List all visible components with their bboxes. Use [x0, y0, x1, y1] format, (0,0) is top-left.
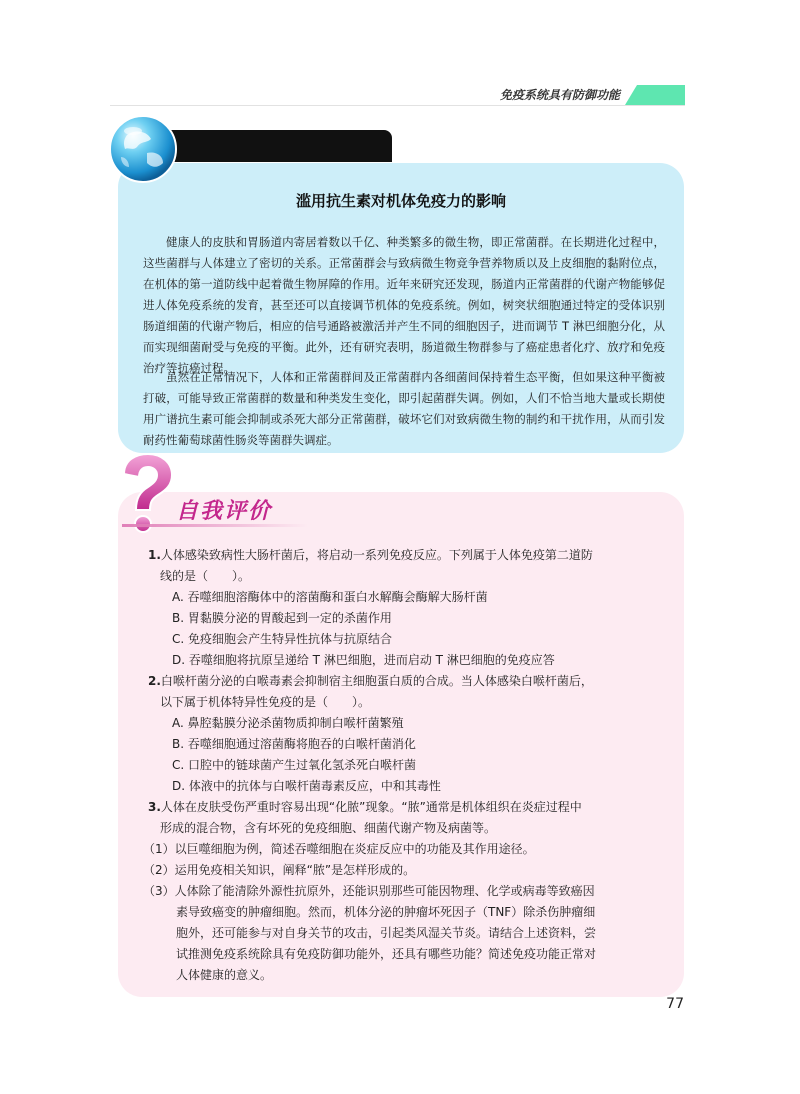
question-3-sub-3-line-5: 人体健康的意义。: [176, 968, 273, 982]
question-2-option-c: C. 口腔中的链球菌产生过氧化氢杀死白喉杆菌: [172, 758, 417, 772]
question-3-sub-3-line-3: 胞外，还可能参与对自身关节的攻击，引起类风湿关节炎。请结合上述资料，尝: [176, 926, 597, 940]
question-2-stem: 白喉杆菌分泌的白喉毒素会抑制宿主细胞蛋白质的合成。当人体感染白喉杆菌后，: [160, 674, 593, 688]
question-3-sub-3-line-2: 素导致癌变的肿瘤细胞。然而，机体分泌的肿瘤坏死因子（TNF）除杀伤肿瘤细: [176, 905, 596, 919]
question-2-option-a: A. 鼻腔黏膜分泌杀菌物质抑制白喉杆菌繁殖: [172, 716, 404, 730]
question-3-sub-2: （2）运用免疫相关知识，阐释“脓”是怎样形成的。: [143, 863, 416, 877]
reading-paragraph-2: 虽然在正常情况下，人体和正常菌群间及正常菌群内各细菌间保持着生态平衡，但如果这种平衡被打破，可能导致正常菌群的数量和种类发生变化，即引起菌群失调。例如，人们不恰当地大量或长期使用广谱抗生素可能会抑制或杀死大部分正常菌群，破坏它们对致病微生物的制约和干扰作用，从而引发耐药性葡萄球菌性肠炎等菌群失调症。: [143, 370, 665, 447]
question-1-option-c: C. 免疫细胞会产生特异性抗体与抗原结合: [172, 632, 393, 646]
question-1-option-d: D. 吞噬细胞将抗原呈递给 T 淋巴细胞，进而启动 T 淋巴细胞的免疫应答: [172, 653, 555, 667]
self-eval-title: 自我评价: [176, 499, 273, 524]
question-3-stem: 人体在皮肤受伤严重时容易出现“化脓”现象。“脓”通常是机体组织在炎症过程中: [160, 800, 582, 814]
question-2-option-b: B. 吞噬细胞通过溶菌酶将胞吞的白喉杆菌消化: [172, 737, 416, 751]
question-1-stem: 人体感染致病性大肠杆菌后，将启动一系列免疫反应。下列属于人体免疫第二道防: [160, 548, 593, 562]
question-2-number: 2.: [148, 674, 161, 688]
header-accent-bar: [625, 85, 685, 105]
question-1-line-2: 线的是（ ）。: [160, 569, 251, 583]
globe-icon: [107, 113, 179, 185]
question-3-sub-3-line-1: （3）人体除了能清除外源性抗原外，还能识别那些可能因物理、化学或病毒等致癌因: [143, 884, 595, 898]
question-3-sub-1: （1）以巨噬细胞为例，简述吞噬细胞在炎症反应中的功能及其作用途径。: [143, 842, 535, 856]
header-divider: [110, 105, 685, 106]
question-3-line-1: [148, 797, 582, 818]
question-1-option-b: B. 胃黏膜分泌的胃酸起到一定的杀菌作用: [172, 611, 392, 625]
question-3-sub-3-line-4: 试推测免疫系统除具有免疫防御功能外，还具有哪些功能？简述免疫功能正常对: [176, 947, 597, 961]
reading-box-tab: [150, 130, 392, 162]
question-1-number: 1.: [148, 548, 161, 562]
question-2-line-2: 以下属于机体特异性免疫的是（ ）。: [160, 695, 371, 709]
chapter-title: 免疫系统具有防御功能: [499, 88, 620, 102]
question-2-line-1: [148, 671, 593, 692]
question-1-line-1: [148, 545, 593, 566]
reading-title: 滥用抗生素对机体免疫力的影响: [295, 192, 506, 210]
question-2-option-d: D. 体液中的抗体与白喉杆菌毒素反应，中和其毒性: [172, 779, 441, 793]
question-3-line-2: 形成的混合物，含有坏死的免疫细胞、细菌代谢产物及病菌等。: [160, 821, 497, 835]
page-number: 77: [666, 996, 684, 1012]
question-1-option-a: A. 吞噬细胞溶酶体中的溶菌酶和蛋白水解酶会酶解大肠杆菌: [172, 590, 488, 604]
question-3-number: 3.: [148, 800, 161, 814]
reading-paragraph-1: 健康人的皮肤和胃肠道内寄居着数以千亿、种类繁多的微生物，即正常菌群。在长期进化过程中，这些菌群与人体建立了密切的关系。正常菌群会与致病微生物竞争营养物质以及上皮细胞的黏附位点，在机体的第一道防线中起着微生物屏障的作用。近年来研究还发现，肠道内正常菌群的代谢产物能够促进人体免疫系统的发育，甚至还可以直接调节机体的免疫系统。例如，树突状细胞通过特定的受体识别肠道细菌的代谢产物后，相应的信号通路被激活并产生不同的细胞因子，进而调节 T 淋巴细胞分化，从而实现细菌耐受与免疫的平衡。此外，还有研究表明，肠道微生物群参与了癌症患者化疗、放疗和免疫治疗等抗癌过程。: [143, 235, 665, 375]
